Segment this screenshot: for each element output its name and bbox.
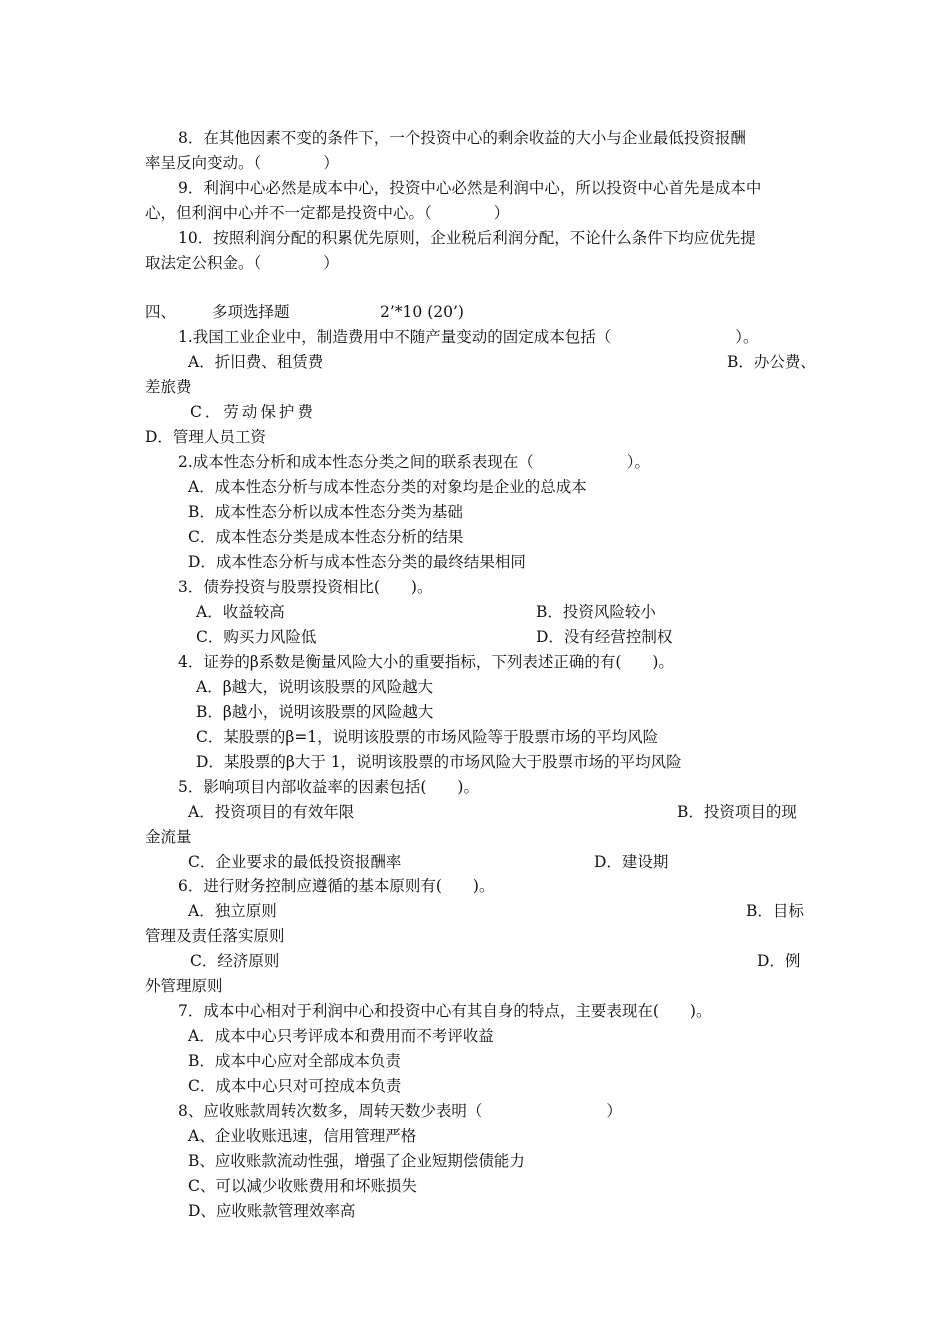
question-7-option-a: A．成本中心只考评成本和费用而不考评收益 [188,1027,494,1045]
question-2-option-d: D．成本性态分析与成本性态分类的最终结果相同 [188,553,526,571]
section-score: 2’*10 (20’) [380,303,464,321]
question-8-option-a: A、企业收账迅速，信用管理严格 [188,1127,417,1145]
question-8-option-d: D、应收账款管理效率高 [188,1202,356,1220]
question-1-option-b: B．办公费、 [727,353,816,371]
question-3-option-b: B．投资风险较小 [536,603,656,621]
question-1-option-b-cont: 差旅费 [145,378,192,396]
question-4-option-b: B．β越小，说明该股票的风险越大 [196,703,434,721]
judgement-8-line1: 8．在其他因素不变的条件下，一个投资中心的剩余收益的大小与企业最低投资报酬 [178,129,746,147]
question-4-stem: 4．证券的β系数是衡量风险大小的重要指标，下列表述正确的有( )。 [178,653,674,671]
question-5-option-a: A．投资项目的有效年限 [188,803,355,821]
judgement-8-line2: 率呈反向变动。（ ） [145,154,339,172]
question-1-option-c: C．劳动保护费 [190,403,316,421]
question-1-option-a: A．折旧费、租赁费 [188,353,324,371]
question-6-stem: 6．进行财务控制应遵循的基本原则有( )。 [178,877,495,895]
question-6-option-a: A．独立原则 [188,902,277,920]
question-8-option-b: B、应收账款流动性强，增强了企业短期偿债能力 [188,1152,525,1170]
question-5-option-b-cont: 金流量 [145,828,192,846]
question-4-option-c: C．某股票的β=1，说明该股票的市场风险等于股票市场的平均风险 [196,728,659,746]
question-3-stem: 3．债券投资与股票投资相比( )。 [178,578,433,596]
judgement-10-line1: 10．按照利润分配的积累优先原则，企业税后利润分配，不论什么条件下均应优先提 [178,229,756,247]
question-1-stem: 1.我国工业企业中，制造费用中不随产量变动的固定成本包括（ ）。 [178,328,759,346]
question-5-option-b: B．投资项目的现 [677,803,797,821]
judgement-10-line2: 取法定公积金。（ ） [145,254,339,272]
question-3-option-a: A．收益较高 [196,603,285,621]
judgement-9-line1: 9．利润中心必然是成本中心，投资中心必然是利润中心，所以投资中心首先是成本中 [178,179,762,197]
question-2-option-b: B．成本性态分析以成本性态分类为基础 [188,503,463,521]
question-1-option-d: D．管理人员工资 [145,428,266,446]
question-7-option-c: C．成本中心只对可控成本负责 [188,1077,402,1095]
question-5-stem: 5．影响项目内部收益率的因素包括( )。 [178,778,479,796]
section-title: 多项选择题 [212,303,290,321]
question-6-option-b: B．目标 [746,902,804,920]
question-6-option-d-cont: 外管理原则 [145,977,223,995]
question-5-option-c: C．企业要求的最低投资报酬率 [188,853,402,871]
question-3-option-c: C．购买力风险低 [196,628,317,646]
question-4-option-d: D．某股票的β大于 1，说明该股票的市场风险大于股票市场的平均风险 [196,753,682,771]
question-8-stem: 8、应收账款周转次数多，周转天数少表明（ ） [178,1102,622,1120]
question-7-option-b: B．成本中心应对全部成本负责 [188,1052,401,1070]
question-6-option-c: C．经济原则 [190,952,280,970]
question-2-option-a: A．成本性态分析与成本性态分类的对象均是企业的总成本 [188,478,587,496]
question-3-option-d: D．没有经营控制权 [536,628,673,646]
question-4-option-a: A．β越大，说明该股票的风险越大 [196,678,434,696]
question-8-option-c: C、可以减少收账费用和坏账损失 [188,1177,417,1195]
section-number: 四、 [145,303,177,321]
judgement-9-line2: 心，但利润中心并不一定都是投资中心。（ ） [145,204,510,222]
question-6-option-b-cont: 管理及责任落实原则 [145,927,285,945]
question-6-option-d: D．例 [757,952,801,970]
question-7-stem: 7．成本中心相对于利润中心和投资中心有其自身的特点，主要表现在( )。 [178,1002,712,1020]
question-2-stem: 2.成本性态分析和成本性态分类之间的联系表现在（ ）。 [178,453,651,471]
question-5-option-d: D．建设期 [594,853,669,871]
question-2-option-c: C．成本性态分类是成本性态分析的结果 [188,528,464,546]
